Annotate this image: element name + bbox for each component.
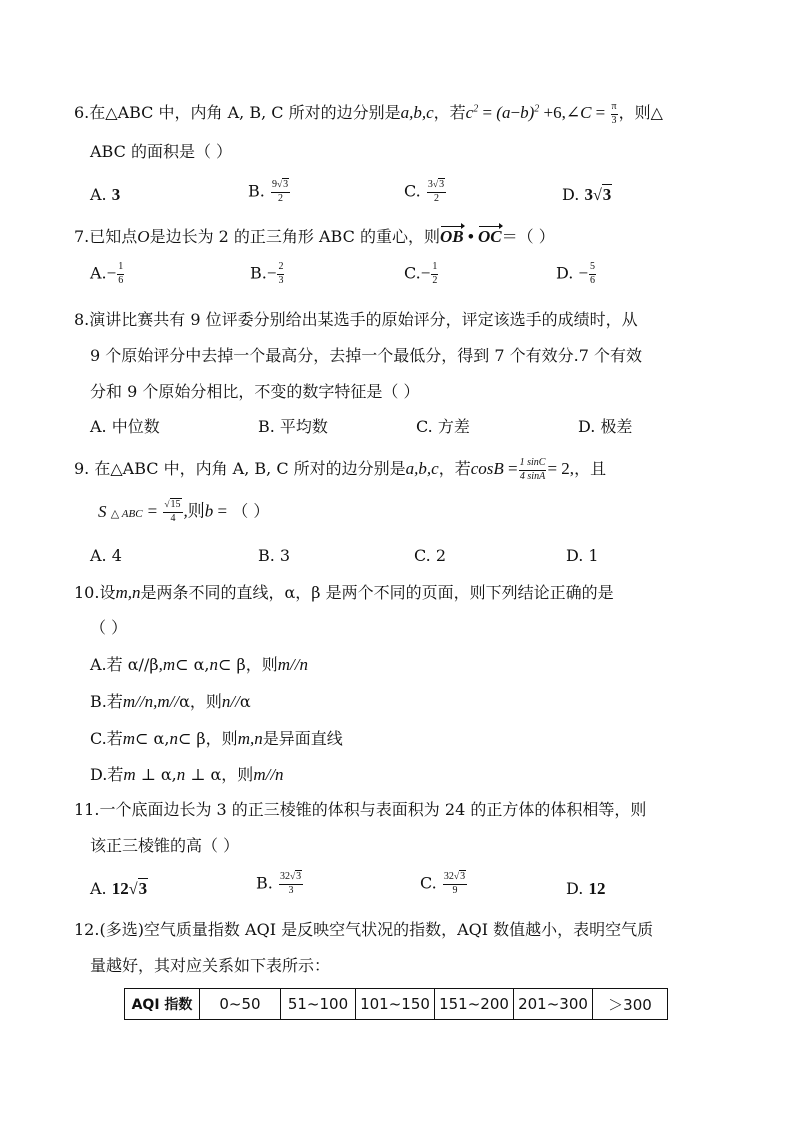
- q6-option-b: B. $\frac{9√3}{2}$: [248, 179, 289, 204]
- q9-option-c: C. 2: [414, 546, 447, 565]
- q10-option-c: C.若m⊂ α,n⊂ β，则m,n是异面直线: [90, 729, 343, 748]
- q7-vector-expression: OB • OC: [439, 227, 502, 246]
- q10-option-d: D.若m ⊥ α,n ⊥ α，则m//n: [90, 765, 284, 784]
- q6-line2: ABC 的面积是（ ）: [90, 142, 233, 161]
- q12-line2: 量越好，其对应关系如下表所示：: [90, 956, 331, 975]
- table-cell: 51~100: [281, 989, 356, 1020]
- q11-option-c: C. $\frac{32√3}{9}$: [420, 871, 466, 896]
- q11-line2: 该正三棱锥的高（ ）: [90, 836, 240, 855]
- table-cell: AQI 指数: [125, 989, 200, 1020]
- table-cell: 201~300: [514, 989, 593, 1020]
- aqi-table: [124, 988, 668, 1020]
- q6-option-c: C. $\frac{3√3}{2}$: [404, 179, 445, 204]
- table-row: [125, 989, 668, 1020]
- q8-line1: 8.演讲比赛共有 9 位评委分别给出某选手的原始评分，评定该选手的成绩时，从: [74, 310, 638, 329]
- q6-option-d: D. 3√3: [562, 185, 612, 204]
- q9-area-symbol: S △ ABC: [98, 501, 143, 521]
- q6-option-a: A. 3: [90, 185, 121, 204]
- q6-abc: a: [400, 102, 410, 122]
- q8-line2: 9 个原始评分中去掉一个最高分，去掉一个最低分，得到 7 个有效分.7 个有效: [90, 346, 642, 365]
- q9-option-b: B. 3: [258, 546, 291, 565]
- q7-option-a: A.− $\frac{1}{6}$: [90, 261, 124, 286]
- q9-option-d: D. 1: [566, 546, 599, 565]
- q8-option-d: D. 极差: [578, 417, 633, 436]
- q6-text-b: ，若: [433, 102, 466, 122]
- table-cell: 101~150: [356, 989, 435, 1020]
- q11-option-b: B. $\frac{32√3}{3}$: [256, 871, 302, 896]
- q9-option-a: A. 4: [90, 546, 122, 565]
- table-cell: ＞300: [593, 989, 668, 1020]
- q11-line1: 11.一个底面边长为 3 的正三棱锥的体积与表面积为 24 的正方体的体积相等，则: [74, 800, 647, 819]
- q11-option-d: D. 12: [566, 879, 606, 898]
- q9-line1: 9. 在△ABC 中，内角 A, B, C 所对的边分别是a,b,c，若cosB = $\frac{1 \sin C}{4 \sin A}$ = 2,，且: [74, 457, 607, 482]
- q6-line1: 6.在△ABC 中，内角 A, B, C 所对的边分别是a,b,c，若$c^2 = (a-b)^2$ +6,∠C = $\frac{\pi}{3}$ ，则△: [74, 101, 663, 126]
- q7-option-b: B.− $\frac{2}{3}$: [250, 261, 284, 286]
- q8-option-a: A. 中位数: [90, 417, 160, 436]
- q6-text-a: 6.在△ABC 中，内角 A, B, C 所对的边分别是: [74, 102, 401, 122]
- q10-option-a: A.若 α//β,m⊂ α,n⊂ β，则m//n: [90, 655, 308, 674]
- q9-condition: cosB = $\frac{1 \sin C}{4 \sin A}$ = 2,: [470, 457, 575, 482]
- q11-option-a: A. 12√3: [90, 879, 148, 898]
- q9-line2: S △ ABC = $\frac{√15}{4}$ ,则b = （ ）: [98, 499, 270, 524]
- q8-option-c: C. 方差: [416, 417, 470, 436]
- q6-equation: $c^2 = (a-b)^2$ +6,∠C = $\frac{\pi}{3}$: [465, 101, 617, 126]
- table-cell: 0~50: [200, 989, 281, 1020]
- q10-line1: 10.设m,n是两条不同的直线，α，β 是两个不同的页面，则下列结论正确的是: [74, 583, 614, 602]
- q8-line3: 分和 9 个原始分相比，不变的数字特征是（ ）: [90, 382, 420, 401]
- q8-option-b: B. 平均数: [258, 417, 328, 436]
- table-cell: 151~200: [435, 989, 514, 1020]
- q12-line1: 12.(多选)空气质量指数 AQI 是反映空气状况的指数，AQI 数值越小，表明空气质: [74, 920, 654, 939]
- q6-text-c: ，则△: [618, 102, 663, 122]
- q7-option-c: C.− $\frac{1}{2}$: [404, 261, 438, 286]
- q10-line2: （ ）: [90, 618, 128, 637]
- q7-line1: 7.已知点O是边长为 2 的正三角形 ABC 的重心，则OB • OC＝（ ）: [74, 227, 555, 246]
- q7-option-d: D. − $\frac{5}{6}$: [556, 261, 596, 286]
- q10-option-b: B.若m//n,m//α，则n//α: [90, 692, 251, 711]
